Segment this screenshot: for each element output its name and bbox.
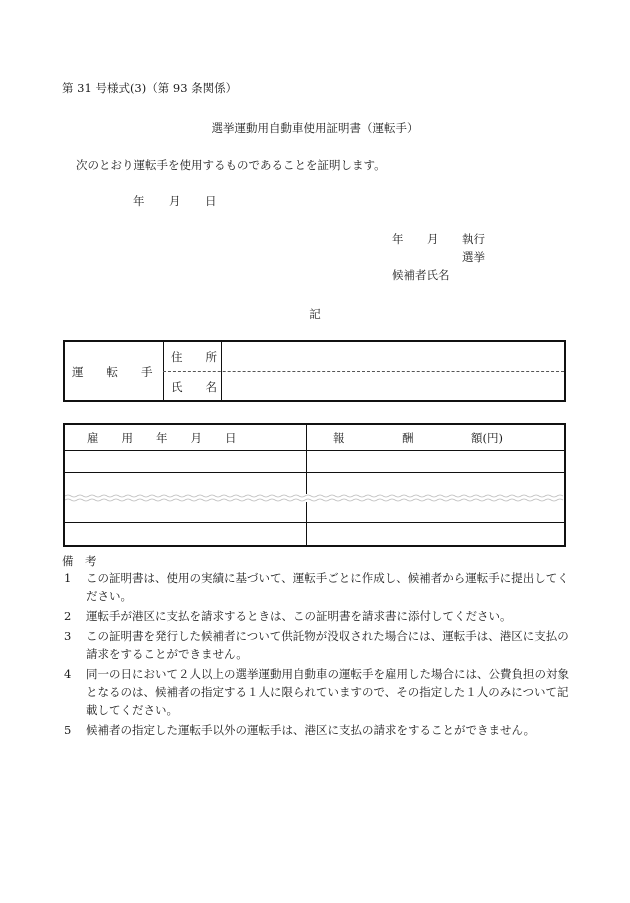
address-field[interactable]: [225, 344, 563, 370]
intro-text: 次のとおり運転手を使用するものであることを証明します。: [76, 158, 386, 172]
table-break-wave: [65, 494, 564, 502]
ki-label: 記: [309, 307, 321, 321]
form-number: 第 31 号様式(3)（第 93 条関係）: [62, 81, 238, 95]
date-day: 日: [205, 194, 217, 208]
name-field[interactable]: [225, 373, 563, 399]
candidate-name-label: 候補者氏名: [392, 268, 450, 282]
date-year: 年: [133, 194, 145, 208]
remark-item: 5 候補者の指定した運転手以外の運転手は、港区に支払の請求をすることができません。: [64, 723, 536, 737]
document-title: 選挙運動用自動車使用証明書（運転手）: [211, 121, 419, 135]
date-month: 月: [169, 194, 181, 208]
employment-date-header: 雇 用 年 月 日: [87, 431, 237, 445]
signature-election: 選挙: [462, 250, 485, 264]
name-label: 氏 名: [171, 380, 217, 394]
remuneration-header: 報 酬 額(円): [333, 431, 503, 445]
employment-table: [63, 423, 566, 547]
driver-table: [63, 340, 566, 402]
address-label: 住 所: [171, 350, 217, 364]
remarks-list: [62, 569, 570, 741]
driver-label: 運 転 手: [72, 365, 153, 379]
remark-item: 1 この証明書は、使用の実績に基づいて、運転手ごとに作成し、候補者から運転手に提出してください。: [64, 571, 569, 603]
remarks-heading: 備 考: [62, 554, 97, 568]
signature-execution: 執行: [462, 232, 485, 246]
remark-item: 4 同一の日において２人以上の選挙運動用自動車の運転手を雇用した場合には、公費負担の対象となるのは、候補者の指定する１人に限られていますので、その指定した１人のみについて記載してください。: [64, 667, 569, 717]
remark-item: 2 運転手が港区に支払を請求するときは、この証明書を請求書に添付してください。: [64, 609, 512, 623]
remark-item: 3 この証明書を発行した候補者について供託物が没収された場合には、運転手は、港区に支払の請求をすることができません。: [64, 629, 569, 661]
signature-year: 年: [392, 232, 404, 246]
signature-month: 月: [427, 232, 439, 246]
